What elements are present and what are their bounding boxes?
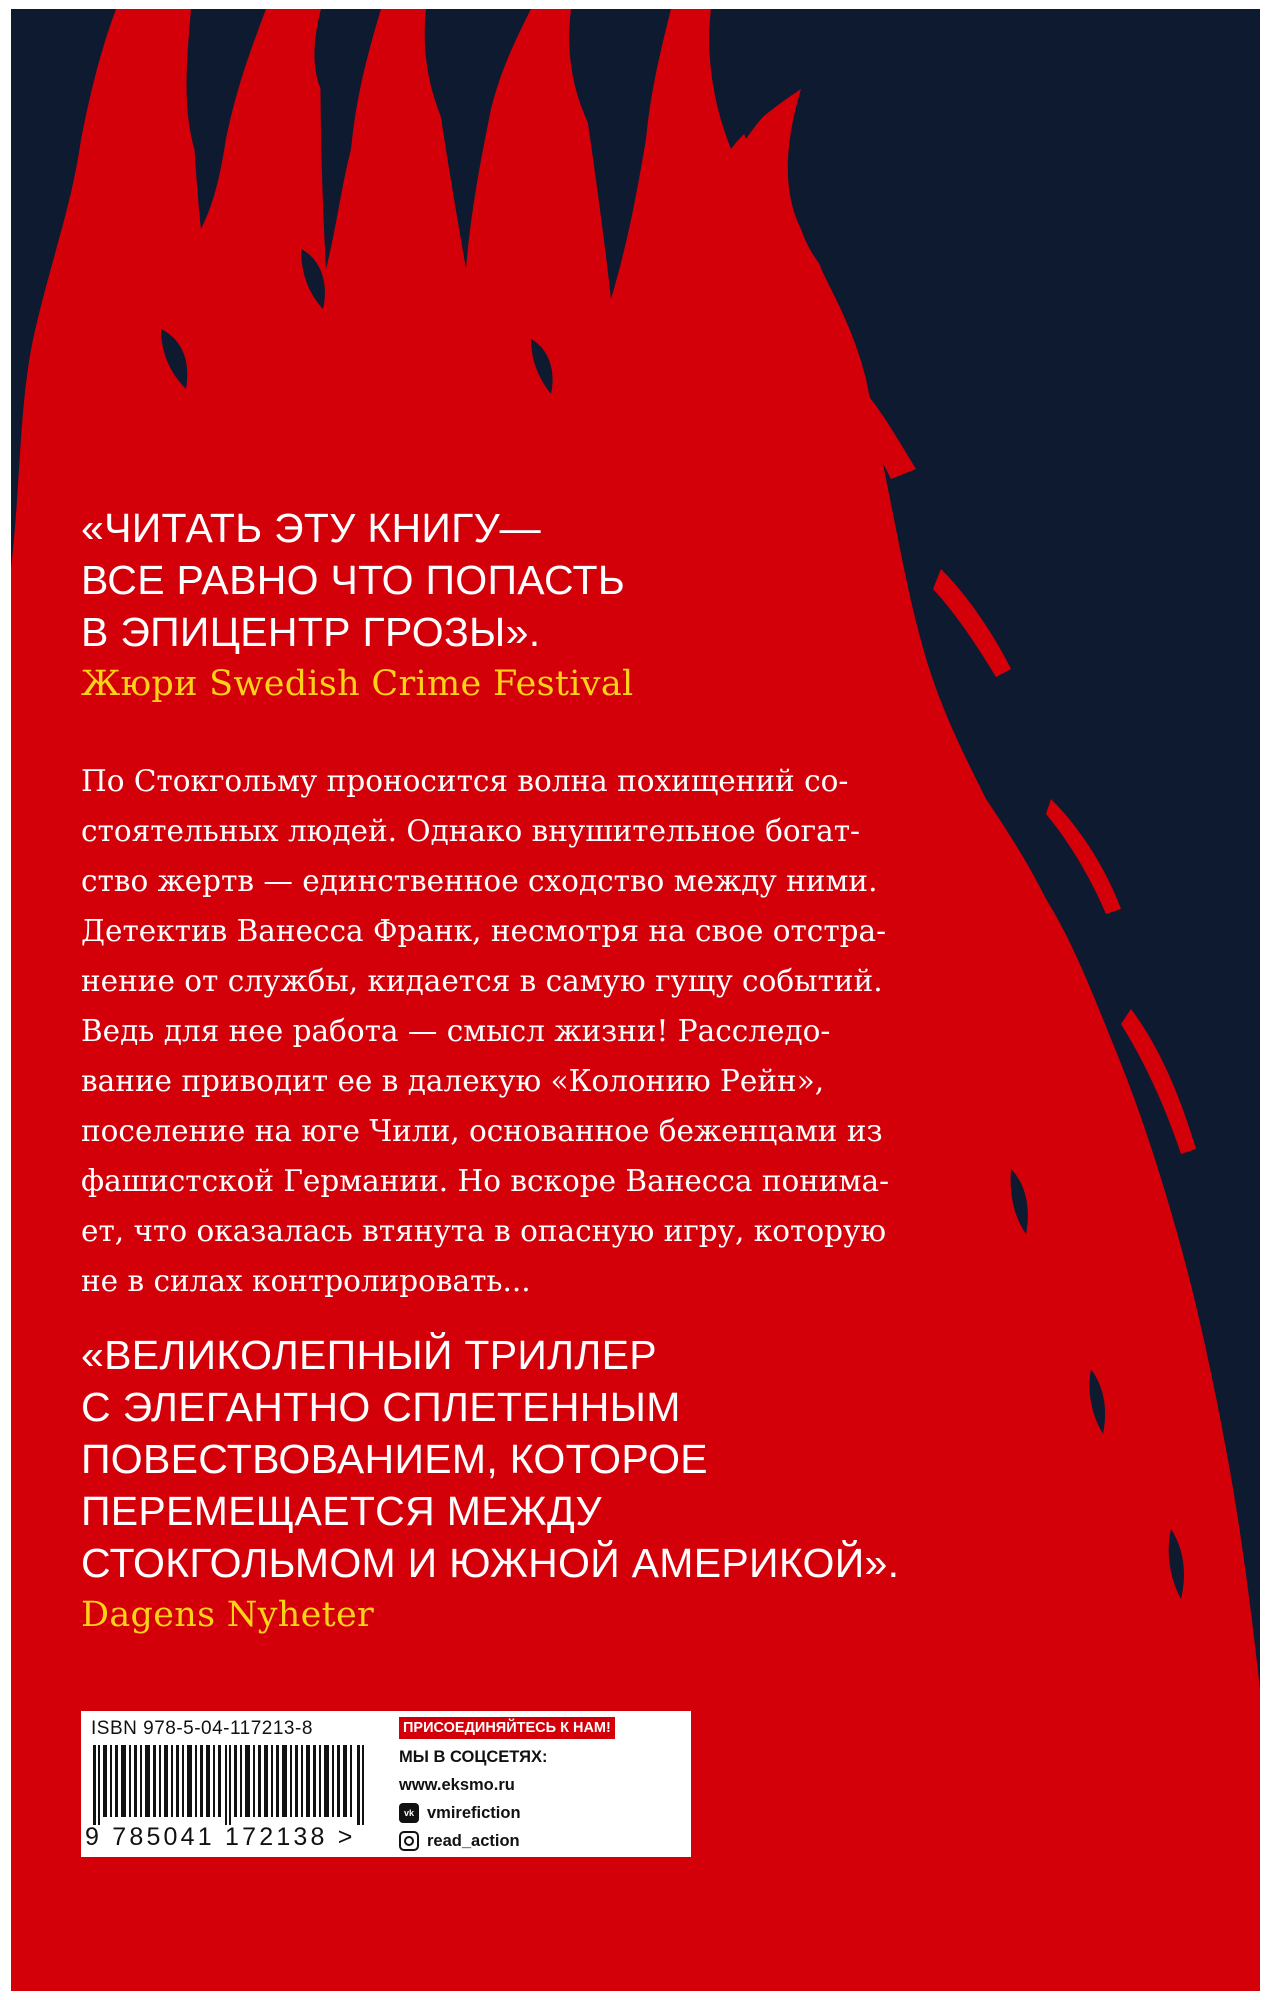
quote-bottom: [81, 1329, 899, 1641]
website-row[interactable]: [399, 1771, 683, 1799]
social-links: [399, 1717, 683, 1855]
website-link[interactable]: www.eksmo.ru: [399, 1776, 515, 1794]
instagram-link[interactable]: read_action: [427, 1832, 520, 1850]
instagram-row[interactable]: [399, 1827, 683, 1855]
quote-bottom-line: ПОВЕСТВОВАНИЕМ, КОТОРОЕ: [81, 1436, 708, 1482]
join-us-label: ПРИСОЕДИНЯЙТЕСЬ К НАМ!: [399, 1717, 615, 1739]
description-line: Ведь для нее работа — смысл жизни! Расследо-: [81, 1014, 831, 1048]
description-line: стоятельных людей. Однако внушительное богат-: [81, 814, 860, 848]
description-line: ет, что оказалась втянута в опасную игру, которую: [81, 1214, 886, 1248]
description-line: нение от службы, кидается в самую гущу событий.: [81, 964, 883, 998]
vk-row[interactable]: [399, 1799, 683, 1827]
barcode: [93, 1745, 365, 1825]
instagram-icon: [399, 1831, 419, 1851]
social-heading-text: МЫ В СОЦСЕТЯХ:: [399, 1748, 548, 1766]
vk-icon: vk: [399, 1803, 419, 1823]
social-heading: [399, 1743, 683, 1771]
vk-link[interactable]: vmirefiction: [427, 1804, 521, 1822]
quote-bottom-attribution: Dagens Nyheter: [81, 1595, 375, 1635]
book-description: [81, 756, 889, 1306]
quote-bottom-line: «ВЕЛИКОЛЕПНЫЙ ТРИЛЛЕР: [81, 1332, 657, 1378]
barcode-digits: 9 785041 172138 >: [85, 1823, 356, 1851]
description-line: фашистской Германии. Но вскоре Ванесса понима-: [81, 1164, 890, 1198]
description-line: поселение на юге Чили, основанное беженцами из: [81, 1114, 883, 1148]
book-back-cover: [11, 9, 1260, 1991]
quote-bottom-line: С ЭЛЕГАНТНО СПЛЕТЕННЫМ: [81, 1384, 681, 1430]
isbn-text: ISBN 978-5-04-117213-8: [91, 1718, 313, 1739]
description-line: Детектив Ванесса Франк, несмотря на свое отстра-: [81, 914, 887, 948]
quote-top: [81, 502, 634, 710]
quote-bottom-line: СТОКГОЛЬМОМ И ЮЖНОЙ АМЕРИКОЙ».: [81, 1540, 900, 1586]
description-line: По Стокгольму проносится волна похищений со-: [81, 764, 849, 798]
quote-top-line: ВСЕ РАВНО ЧТО ПОПАСТЬ: [81, 557, 626, 603]
isbn-info-box: [81, 1711, 691, 1857]
description-line: вание приводит ее в далекую «Колонию Рейн»,: [81, 1064, 825, 1098]
quote-top-line: В ЭПИЦЕНТР ГРОЗЫ».: [81, 609, 541, 655]
quote-top-attribution: Жюри Swedish Crime Festival: [81, 664, 634, 704]
description-line: ство жертв — единственное сходство между ними.: [81, 864, 878, 898]
description-line: не в силах контролировать...: [81, 1264, 531, 1298]
quote-top-line: «ЧИТАТЬ ЭТУ КНИГУ—: [81, 505, 541, 551]
quote-bottom-line: ПЕРЕМЕЩАЕТСЯ МЕЖДУ: [81, 1488, 602, 1534]
